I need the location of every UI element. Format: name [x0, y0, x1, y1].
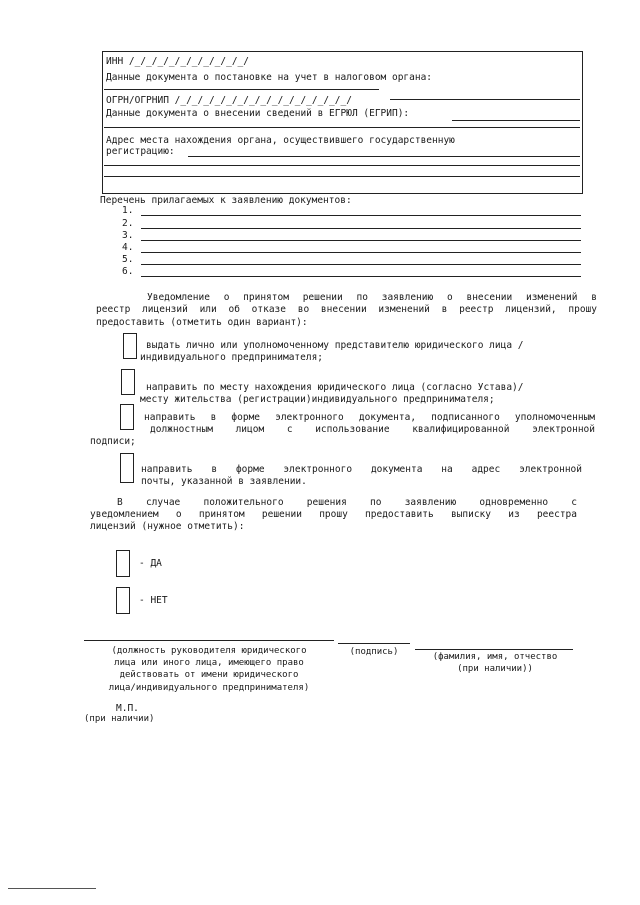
document-item-4-number: 4. — [122, 242, 134, 253]
document-item-3-number: 3. — [122, 230, 134, 241]
option-3-line-1: направить в форме электронного документа, подписанного уполномоченным — [144, 412, 595, 423]
extract-line-3: лицензий (нужное отметить): — [90, 521, 245, 532]
position-caption-line-2: лица или иного лица, имеющего право — [114, 658, 304, 668]
option-1-checkbox[interactable] — [123, 333, 137, 359]
stamp-note: (при наличии) — [84, 714, 155, 724]
inn-field[interactable]: ИНН /_/_/_/_/_/_/_/_/_/_/ — [106, 56, 249, 67]
option-4-line-2: почты, указанной в заявлении. — [141, 476, 307, 487]
egrul-doc-label: Данные документа о внесении сведений в ЕГРЮЛ (ЕГРИП): — [106, 108, 410, 119]
address-line-3[interactable] — [104, 176, 580, 177]
extract-line-2: уведомлением о принятом решении прошу предоставить выписку из реестра — [90, 509, 577, 520]
extract-yes-label: - ДА — [139, 558, 162, 569]
extract-yes-checkbox[interactable] — [116, 550, 130, 577]
document-item-5-number: 5. — [122, 254, 134, 265]
option-1-line-1: выдать лично или уполномоченному представителю юридического лица / — [146, 340, 524, 351]
name-caption-line-1: (фамилия, имя, отчество — [432, 652, 558, 662]
document-item-3-line[interactable] — [141, 240, 581, 241]
option-1-line-2: индивидуального предпринимателя; — [140, 352, 324, 363]
option-3-line-2: должностным лицом с использование квалифицированной электронной — [150, 424, 595, 435]
egrul-doc-line-1[interactable] — [452, 120, 580, 121]
position-caption-line-4: лица/индивидуального предпринимателя) — [108, 683, 310, 693]
address-label-line-1: Адрес места нахождения органа, осуществившего государственную — [106, 135, 455, 146]
position-signature-line[interactable] — [84, 640, 334, 641]
document-item-2-line[interactable] — [141, 228, 581, 229]
option-2-line-2: месту жительства (регистрации)индивидуального предпринимателя; — [140, 394, 495, 405]
notification-line-3: предоставить (отметить один вариант): — [96, 317, 308, 328]
stamp-label: М.П. — [116, 703, 139, 714]
egrul-doc-line-2[interactable] — [104, 127, 580, 128]
option-2-checkbox[interactable] — [121, 369, 135, 395]
documents-heading: Перечень прилагаемых к заявлению документов: — [100, 195, 352, 206]
name-signature-line[interactable] — [415, 649, 573, 650]
ogrn-field[interactable]: ОГРН/ОГРНИП /_/_/_/_/_/_/_/_/_/_/_/_/_/_/_/ — [106, 95, 352, 106]
extract-no-label: - НЕТ — [139, 595, 168, 606]
address-line-1[interactable] — [188, 156, 580, 157]
tax-registration-doc-label: Данные документа о постановке на учет в налоговом органа: — [106, 72, 433, 83]
address-label-line-2: регистрацию: — [106, 146, 175, 157]
document-item-1-line[interactable] — [141, 215, 581, 216]
footer-rule — [8, 888, 96, 889]
option-3-checkbox[interactable] — [120, 404, 134, 430]
document-item-6-number: 6. — [122, 266, 134, 277]
option-4-checkbox[interactable] — [120, 453, 134, 483]
option-3-line-3: подписи; — [90, 436, 136, 447]
option-2-line-1: направить по месту нахождения юридического лица (согласно Устава)/ — [146, 382, 524, 393]
position-caption-line-3: действовать от имени юридического — [119, 670, 299, 680]
signature-line[interactable] — [338, 643, 410, 644]
position-caption-line-1: (должность руководителя юридического — [111, 646, 307, 656]
extract-no-checkbox[interactable] — [116, 587, 130, 614]
document-item-2-number: 2. — [122, 218, 134, 229]
notification-line-2: реестр лицензий или об отказе во внесении изменений в реестр лицензий, прошу — [96, 304, 597, 315]
option-4-line-1: направить в форме электронного документа на адрес электронной — [141, 464, 582, 475]
tax-registration-doc-line-1[interactable] — [104, 89, 379, 90]
document-item-5-line[interactable] — [141, 264, 581, 265]
notification-line-1: Уведомление о принятом решении по заявлению о внесении изменений в — [147, 292, 597, 303]
tax-registration-doc-line-2[interactable] — [390, 99, 580, 100]
address-line-2[interactable] — [104, 165, 580, 166]
document-item-1-number: 1. — [122, 205, 134, 216]
extract-line-1: В случае положительного решения по заявлению одновременно с — [117, 497, 577, 508]
name-caption-line-2: (при наличии)) — [457, 664, 533, 674]
document-item-6-line[interactable] — [141, 276, 581, 277]
document-item-4-line[interactable] — [141, 252, 581, 253]
signature-caption: (подпись) — [349, 647, 399, 657]
